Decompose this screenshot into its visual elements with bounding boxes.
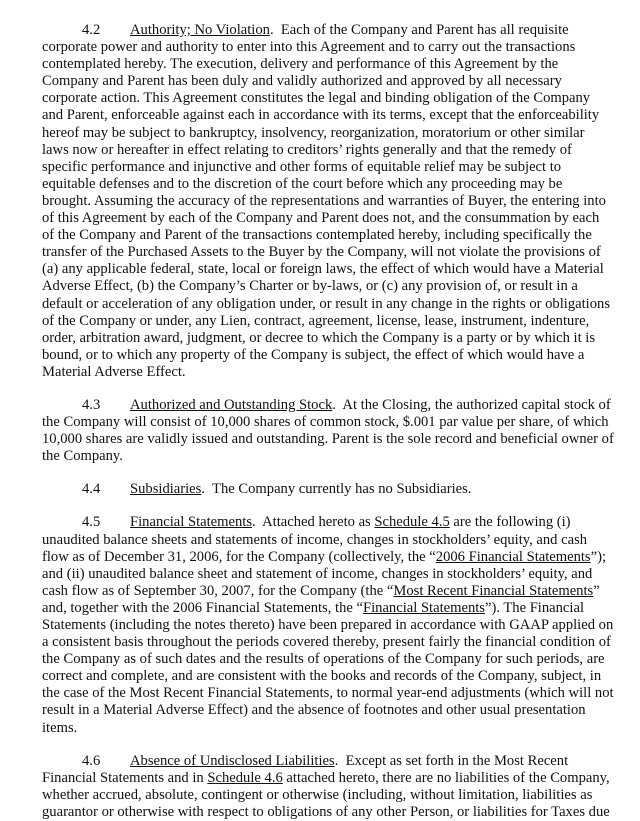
schedule-reference: Schedule 4.6	[207, 769, 283, 786]
section-heading: Authority; No Violation	[130, 22, 270, 38]
section-text: At the Closing, the authorized capital stock of the Company will consist of 10,000 shares of common stock, $.001 par value per share, of which 10,000 shares are validly issued and outstanding. Parent is the sole record and beneficial owner of the Company.	[42, 396, 614, 465]
defined-term: Most Recent Financial Statements	[393, 582, 594, 599]
section-number: 4.4	[82, 481, 101, 498]
section-number: 4.5	[82, 514, 101, 531]
defined-term: Financial Statements	[362, 599, 485, 616]
section-4-6: 4.6 Absence of Undisclosed Liabilities. Except as set forth in the Most Recent Financial Statements and in Schedule 4.6 attached hereto, there are no liabilities of the Company, whether accrued, absolute, contingent or otherwise (including, without limitation, liabilities as guarantor or otherwise with respect to obligations of any other Person, or liabilities for Taxes due	[42, 752, 610, 820]
section-4-2: 4.2 Authority; No Violation. Each of the Company and Parent has all requisite corporate power and authority to enter into this Agreement and to carry out the transactions contemplated hereby. The execution, delivery and performance of this Agreement by the Company and Parent has been duly and validly authorized and approved by all necessary corporate action. This Agreement constitutes the legal and binding obligation of the Company and Parent, enforceable against each in accordance with its terms, except that the enforceability hereof may be subject to bankruptcy, insolvency, reorganization, moratorium or other similar laws now or hereafter in effect relating to creditors’ rights generally and that the remedy of specific performance and injunctive and other forms of equitable relief may be subject to equitable defenses and to the discretion of the court before which any proceeding may be brought. Assuming the accuracy of the representations and warranties of Buyer, the entering into of this Agreement by each of the Company and Parent does not, and the consummation by each of the Company and Parent of the transactions contemplated hereby, including specifically the transfer of the Purchased Assets to the Buyer by the Company, will not violate the provisions of (a) any applicable federal, state, local or foreign laws, the effect of which would have a Material Adverse Effect, (b) the Company’s Charter or by-laws, or (c) any provision of, or result in a default or acceleration of any obligation under, or result in any change in the rights or obligations of the Company or under, any Lien, contract, agreement, license, lease, instrument, indenture, order, arbitration award, judgment, or decree to which the Company is a party or by which it is bound, or to which any property of the Company is subject, the effect of which would have a Material Adverse Effect.	[42, 22, 610, 380]
section-text: ”); and (ii) unaudited balance sheet and statement of income, changes in stockholders’ equity, and cash flow as of September 30, 2007, for the Company (the “	[42, 548, 607, 599]
section-number: 4.2	[82, 22, 101, 38]
section-text: are the following (i) unaudited balance sheets and statements of income, changes in stockholders’ equity, and cash flow as of December 31, 2006, for the Company (collectively, the “	[42, 514, 588, 565]
section-text: ” and, together with the 2006 Financial Statements, the “	[42, 582, 600, 616]
section-text: attached hereto, there are no liabilities of the Company, whether accrued, absolute, contingent or otherwise (including, without limitation, liabilities as guarantor or otherwise with respect to obligations of any other Person, or liabilities for Taxes due	[42, 769, 610, 820]
section-number: 4.3	[82, 396, 101, 413]
section-text: The Company currently has no Subsidiaries.	[212, 481, 472, 498]
section-heading: Subsidiaries	[130, 481, 202, 498]
section-heading: Authorized and Outstanding Stock	[130, 396, 333, 413]
section-4-3: 4.3 Authorized and Outstanding Stock. At the Closing, the authorized capital stock of the Company will consist of 10,000 shares of common stock, $.001 par value per share, of which 10,000 shares are validly issued and outstanding. Parent is the sole record and beneficial owner of the Company.	[42, 396, 614, 465]
section-text: ”). The Financial Statements (including the notes thereto) have been prepared in accordance with GAAP applied on a consistent basis throughout the periods covered thereby, present fairly the financial condition of the Company as of such dates and the results of operations of the Company for such periods, are correct and complete, and are consistent with the books and records of the Company, subject, in the case of the Most Recent Financial Statements, to normal year-end adjustments (which will not result in a Material Adverse Effect) and the absence of footnotes and other usual presentation items.	[42, 599, 614, 736]
section-heading: Financial Statements	[130, 514, 252, 531]
section-text: Each of the Company and Parent has all requisite corporate power and authority to enter into this Agreement and to carry out the transactions contemplated hereby. The execution, delivery and performance of this Agreement by the Company and Parent has been duly and validly authorized and approved by all necessary corporate action. This Agreement constitutes the legal and binding obligation of the Company and Parent, enforceable against each in accordance with its terms, except that the enforceability hereof may be subject to bankruptcy, insolvency, reorganization, moratorium or other similar laws now or hereafter in effect relating to creditors’ rights generally and that the remedy of specific performance and injunctive and other forms of equitable relief may be subject to equitable defenses and to the discretion of the court before which any proceeding may be brought. Assuming the accuracy of the representations and warranties of Buyer, the entering into of this Agreement by each of the Company and Parent does not, and the consummation by each of the Company and Parent of the transactions contemplated hereby, including specifically the transfer of the Purchased Assets to the Buyer by the Company, will not violate the provisions of (a) any applicable federal, state, local or foreign laws, the effect of which would have a Material Adverse Effect, (b) the Company’s Charter or by-laws, or (c) any provision of, or result in a default or acceleration of any obligation under, or result in any change in the rights or obligations of the Company or under, any Lien, contract, agreement, license, lease, instrument, indenture, order, arbitration award, judgment, or decree to which the Company is a party or by which it is bound, or to which any property of the Company is subject, the effect of which would have a Material Adverse Effect.	[42, 22, 610, 380]
section-number: 4.6	[82, 752, 101, 769]
schedule-reference: Schedule 4.5	[374, 514, 450, 531]
section-4-4: 4.4 Subsidiaries. The Company currently has no Subsidiaries.	[42, 481, 614, 498]
section-4-5: 4.5 Financial Statements. Attached hereto as Schedule 4.5 are the following (i) unaudited balance sheets and statements of income, changes in stockholders’ equity, and cash flow as of December 31, 2006, for the Company (collectively, the “2006 Financial Statements”); and (ii) unaudited balance sheet and statement of income, changes in stockholders’ equity, and cash flow as of September 30, 2007, for the Company (the “Most Recent Financial Statements” and, together with the 2006 Financial Statements, the “Financial Statements”). The Financial Statements (including the notes thereto) have been prepared in accordance with GAAP applied on a consistent basis throughout the periods covered thereby, present fairly the financial condition of the Company as of such dates and the results of operations of the Company for such periods, are correct and complete, and are consistent with the books and records of the Company, subject, in the case of the Most Recent Financial Statements, to normal year-end adjustments (which will not result in a Material Adverse Effect) and the absence of footnotes and other usual presentation items.	[42, 514, 614, 736]
section-text: Attached hereto as	[262, 514, 375, 531]
section-heading: Absence of Undisclosed Liabilities	[130, 752, 335, 769]
defined-term: 2006 Financial Statements	[435, 548, 591, 565]
section-text: Except as set forth in the Most Recent Financial Statements and in	[42, 752, 569, 786]
